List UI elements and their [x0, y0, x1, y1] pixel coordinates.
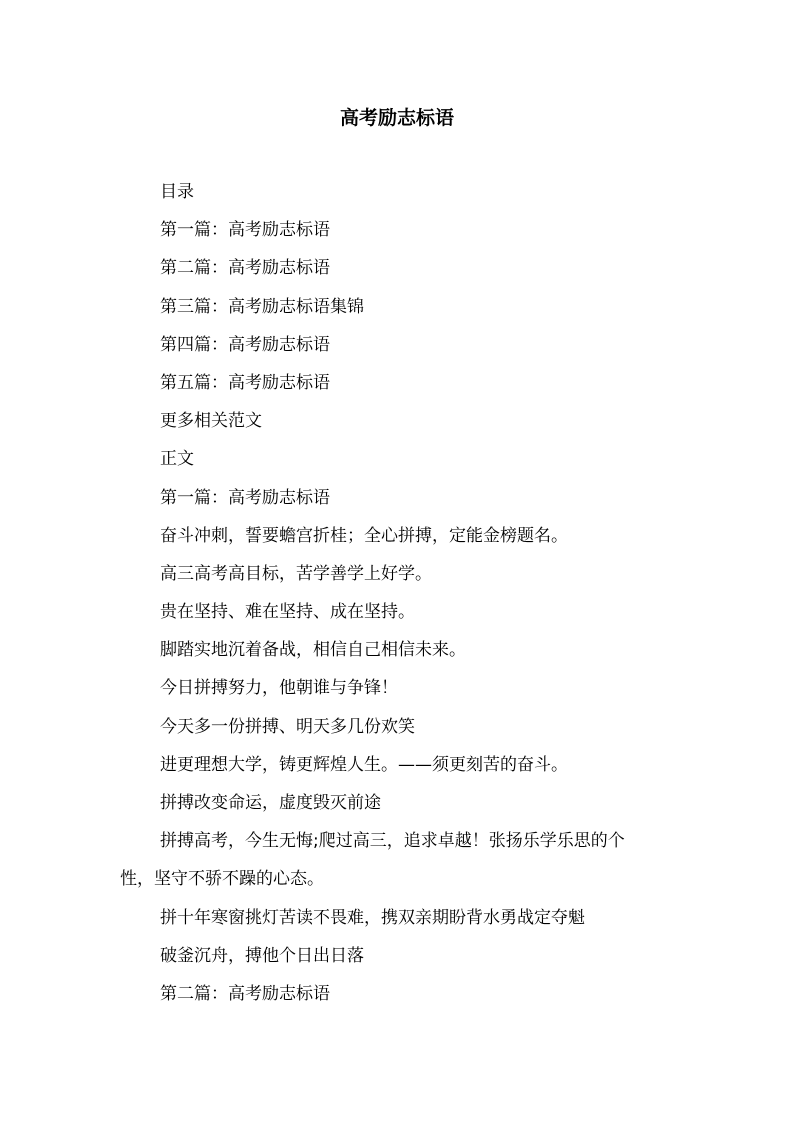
slogan-line: 拼搏改变命运，虚度毁灭前途 [160, 793, 381, 813]
toc-item: 第四篇：高考励志标语 [160, 334, 330, 355]
toc-item: 第二篇：高考励志标语 [160, 258, 330, 279]
document-body [120, 180, 680, 1020]
toc-item: 第三篇：高考励志标语集锦 [160, 296, 364, 317]
slogan-line: 高三高考高目标，苦学善学上好学。 [160, 563, 432, 584]
slogan-line: 贵在坚持、难在坚持、成在坚持。 [160, 602, 415, 623]
toc-item: 第五篇：高考励志标语 [160, 372, 330, 393]
slogan-line: 进更理想大学，铸更辉煌人生。——须更刻苦的奋斗。 [160, 754, 568, 775]
slogan-paragraph-line2: 性，坚守不骄不躁的心态。 [120, 869, 324, 890]
slogan-line: 奋斗冲刺，誓要蟾宫折桂；全心拼搏，定能金榜题名。 [160, 525, 568, 546]
toc-item: 第一篇：高考励志标语 [160, 220, 330, 241]
slogan-line: 今天多一份拼搏、明天多几份欢笑 [160, 716, 415, 737]
slogan-paragraph [120, 829, 680, 891]
section-heading: 第一篇：高考励志标语 [160, 487, 330, 508]
slogan-paragraph-line1: 拼搏高考，今生无悔;爬过高三，追求卓越！张扬乐学乐思的个 [160, 831, 625, 852]
toc-item: 更多相关范文 [160, 411, 262, 432]
body-heading: 正文 [160, 449, 194, 470]
slogan-line: 破釜沉舟，搏他个日出日落 [160, 945, 364, 966]
section-heading: 第二篇：高考励志标语 [160, 983, 330, 1004]
slogan-line: 脚踏实地沉着备战，相信自己相信未来。 [160, 640, 466, 661]
document-title: 高考励志标语 [339, 107, 454, 129]
slogan-line: 拼十年寒窗挑灯苦读不畏难，携双亲期盼背水勇战定夺魁 [160, 907, 585, 928]
toc-heading: 目录 [160, 182, 194, 202]
slogan-line: 今日拼搏努力，他朝谁与争锋！ [160, 678, 398, 699]
